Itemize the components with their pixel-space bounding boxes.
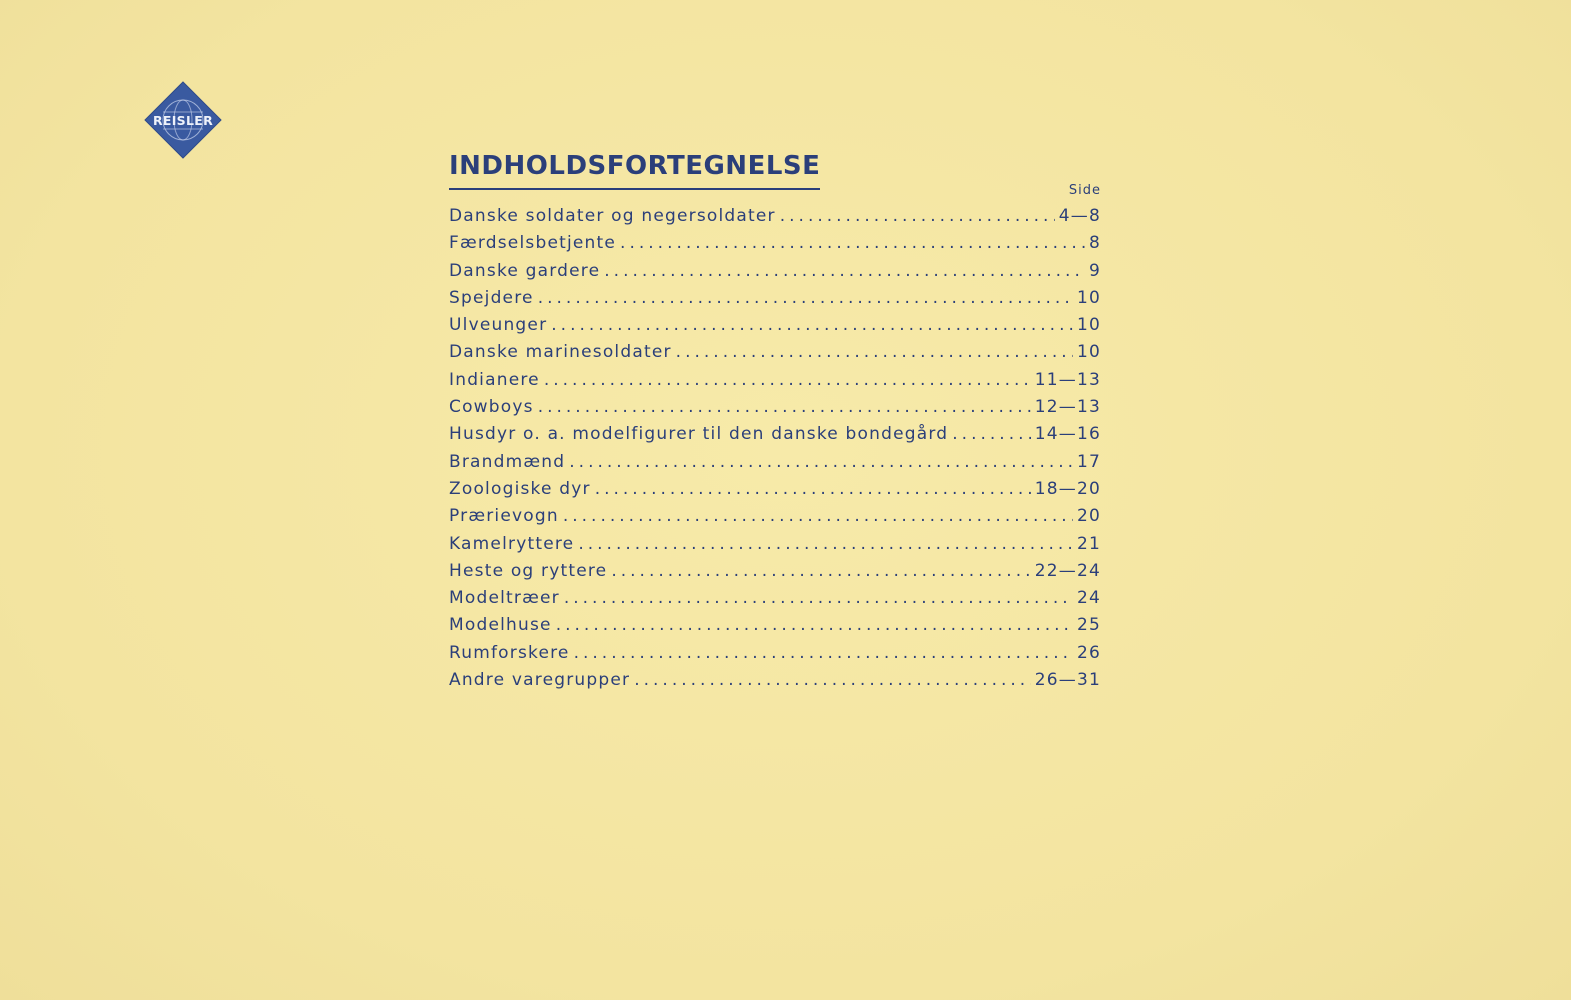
toc-entry-label: Danske soldater og negersoldater	[449, 206, 776, 226]
dot-leader	[569, 449, 1073, 476]
toc-entry-label: Danske gardere	[449, 260, 601, 281]
dot-leader	[578, 531, 1073, 558]
toc-list	[449, 203, 1101, 694]
toc-entry	[449, 476, 1101, 503]
toc-entry-page: 26	[1076, 642, 1101, 663]
toc-entry-page: 18—20	[1034, 478, 1101, 499]
toc-entry-page: 10	[1076, 342, 1101, 363]
toc-entry	[449, 612, 1101, 639]
toc-entry-page: 11—13	[1034, 369, 1101, 390]
toc-entry-label: Heste og ryttere	[449, 560, 608, 581]
toc-entry	[449, 558, 1101, 585]
reisler-logo	[143, 80, 223, 160]
toc-entry-label: Modelhuse	[449, 615, 552, 636]
toc-entry	[449, 585, 1101, 612]
toc-entry-page: 9	[1088, 260, 1101, 281]
toc-entry-label: Brandmænd	[449, 451, 566, 472]
toc-entry-label: Rumforskere	[449, 642, 570, 663]
table-of-contents	[449, 150, 1101, 694]
toc-entry-label: Modeltræer	[449, 588, 560, 609]
toc-entry-page: 8	[1088, 233, 1101, 254]
dot-leader	[611, 558, 1030, 585]
toc-entry-label: Prærievogn	[449, 506, 559, 527]
toc-entry	[449, 339, 1101, 366]
dot-leader	[620, 230, 1085, 257]
toc-entry	[449, 230, 1101, 257]
toc-entry	[449, 503, 1101, 530]
toc-entry-page: 21	[1076, 533, 1101, 554]
toc-entry	[449, 285, 1101, 312]
toc-entry	[449, 531, 1101, 558]
toc-entry-label: Indianere	[449, 369, 540, 390]
logo-text: REISLER	[152, 113, 214, 128]
toc-entry-page: 25	[1076, 615, 1101, 636]
toc-entry-page: 10	[1076, 315, 1101, 336]
toc-entry	[449, 667, 1101, 694]
toc-entry-label: Kamelryttere	[449, 533, 575, 554]
toc-entry-label: Danske marinesoldater	[449, 342, 672, 363]
reisler-logo-icon	[143, 80, 223, 160]
toc-entry-page: 24	[1076, 588, 1101, 609]
toc-entry-label: Færdselsbetjente	[449, 233, 617, 254]
toc-entry-page: 14—16	[1034, 424, 1101, 445]
dot-leader	[604, 258, 1085, 285]
toc-entry-label: Husdyr o. a. modelfigurer til den danske bondegård	[449, 424, 949, 445]
toc-entry-label: Zoologiske dyr	[449, 478, 591, 499]
toc-entry	[449, 640, 1101, 667]
toc-entry-label: Spejdere	[449, 287, 534, 308]
toc-entry-label: Cowboys	[449, 397, 534, 418]
dot-leader	[544, 367, 1031, 394]
toc-entry	[449, 258, 1101, 285]
toc-entry	[449, 449, 1101, 476]
dot-leader	[574, 640, 1073, 667]
dot-leader	[780, 203, 1055, 230]
dot-leader	[556, 612, 1073, 639]
toc-entry-page: 26—31	[1034, 670, 1101, 691]
toc-entry-page: 12—13	[1034, 397, 1101, 418]
toc-entry-page: 20	[1076, 506, 1101, 527]
dot-leader	[551, 312, 1073, 339]
toc-entry	[449, 421, 1101, 448]
dot-leader	[952, 421, 1030, 448]
dot-leader	[595, 476, 1031, 503]
dot-leader	[564, 585, 1073, 612]
toc-entry	[449, 312, 1101, 339]
toc-entry-label: Andre varegrupper	[449, 670, 631, 691]
toc-entry-page: 22—24	[1034, 560, 1101, 581]
page-title: INDHOLDSFORTEGNELSE	[449, 150, 820, 190]
dot-leader	[538, 285, 1073, 312]
dot-leader	[634, 667, 1031, 694]
toc-entry-page: 17	[1076, 451, 1101, 472]
toc-entry	[449, 367, 1101, 394]
toc-entry	[449, 394, 1101, 421]
dot-leader	[676, 339, 1073, 366]
dot-leader	[563, 503, 1073, 530]
toc-entry-page: 10	[1076, 287, 1101, 308]
side-column-label: Side	[1068, 183, 1101, 198]
toc-entry	[449, 203, 1101, 230]
toc-entry-label: Ulveunger	[449, 315, 548, 336]
toc-entry-page: 4—8	[1058, 206, 1101, 226]
dot-leader	[538, 394, 1031, 421]
